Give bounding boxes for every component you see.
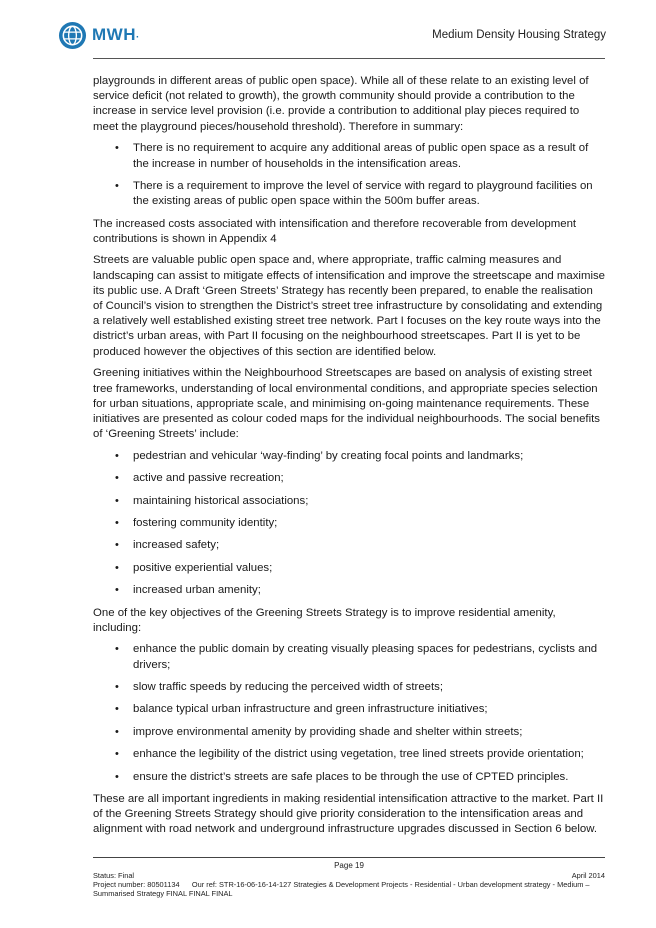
header-divider: [93, 58, 605, 59]
paragraph: Greening initiatives within the Neighbourhood Streetscapes are based on analysis of existing street tree frameworks, understanding of local environmental conditions, and appropriate species selection for urban situations, appropriate scale, and minimising on-going maintenance requirements. These initiatives are presented as colour coded maps for the individual neighbourhoods. The social benefits of ‘Greening Streets’ include:: [93, 367, 600, 441]
paragraph: playgrounds in different areas of public open space). While all of these relate to an existing level of service deficit (not related to growth), the growth community should provide a contribution to the increase in service level provision (i.e. provide a contribution to additional play pieces required to meet the playground pieces/household threshold). Therefore in summary:: [93, 75, 589, 133]
list-item: • active and passive recreation;: [93, 471, 605, 486]
page-number: Page 19: [334, 861, 364, 870]
bullet-list: [93, 141, 605, 209]
list-item: • There is no requirement to acquire any additional areas of public open space as a result of the increase in number of households in the intensification areas.: [93, 141, 605, 171]
list-item: • increased safety;: [93, 538, 605, 553]
list-item: • fostering community identity;: [93, 516, 605, 531]
logo-text: MWH·: [92, 25, 140, 44]
page-body: [93, 74, 605, 844]
list-item: • slow traffic speeds by reducing the perceived width of streets;: [93, 680, 605, 695]
list-item: • pedestrian and vehicular ‘way-finding’ by creating focal points and landmarks;: [93, 449, 605, 464]
reference-text: Our ref: STR-16-06-16-14-127 Strategies & Development Projects - Residential - Urban development strategy - Medium – Summarised Strategy FINAL FINAL FINAL: [93, 880, 590, 899]
paragraph: Streets are valuable public open space and, where appropriate, traffic calming measures and landscaping can assist to mitigate effects of intensification and improve the streetscape and maximise its public use. A Draft ‘Green Streets’ Strategy has recently been prepared, to enable the realisation of Council’s vision to strengthen the District’s street tree infrastructure by consolidating and extending a relatively well established existing street tree network. Part I focuses on the key route ways into the district’s urban areas, with Part II focusing on the neighbourhood streetscapes. Part II is yet to be produced however the objectives of this section are identified below.: [93, 254, 606, 358]
footer-divider: [93, 857, 605, 858]
document-title: Medium Density Housing Strategy: [432, 29, 606, 41]
list-item: • balance typical urban infrastructure and green infrastructure initiatives;: [93, 702, 605, 717]
list-item: • ensure the district’s streets are safe places to be through the use of CPTED principles.: [93, 770, 605, 785]
date-text: April 2014: [571, 871, 605, 880]
mwh-logo: [58, 20, 140, 50]
paragraph: These are all important ingredients in making residential intensification attractive to the market. Part II of the Greening Streets Strategy should give priority consideration to the intensification areas and alignment with road network and underground infrastructure upgrades discussed in Section 6 below.: [93, 793, 604, 836]
list-item: • There is a requirement to improve the level of service with regard to playground facilities on the existing areas of public open space within the 500m buffer areas.: [93, 179, 605, 209]
bullet-list: [93, 449, 605, 599]
list-item: • increased urban amenity;: [93, 583, 605, 598]
paragraph: One of the key objectives of the Greening Streets Strategy is to improve residential amenity, including:: [93, 606, 556, 634]
project-number: Project number: 80501134: [93, 880, 180, 890]
list-item: • positive experiential values;: [93, 561, 605, 576]
globe-icon: [58, 21, 87, 50]
page-footer: [93, 871, 605, 899]
bullet-list: [93, 642, 605, 784]
status-text: Status: Final: [93, 871, 135, 880]
list-item: • enhance the public domain by creating visually pleasing spaces for pedestrians, cyclists and drivers;: [93, 642, 605, 672]
page-header: [58, 20, 606, 56]
list-item: • enhance the legibility of the district using vegetation, tree lined streets provide orientation;: [93, 747, 605, 762]
list-item: • maintaining historical associations;: [93, 494, 605, 509]
paragraph: The increased costs associated with intensification and therefore recoverable from development contributions is shown in Appendix 4: [93, 217, 577, 245]
list-item: • improve environmental amenity by providing shade and shelter within streets;: [93, 725, 605, 740]
